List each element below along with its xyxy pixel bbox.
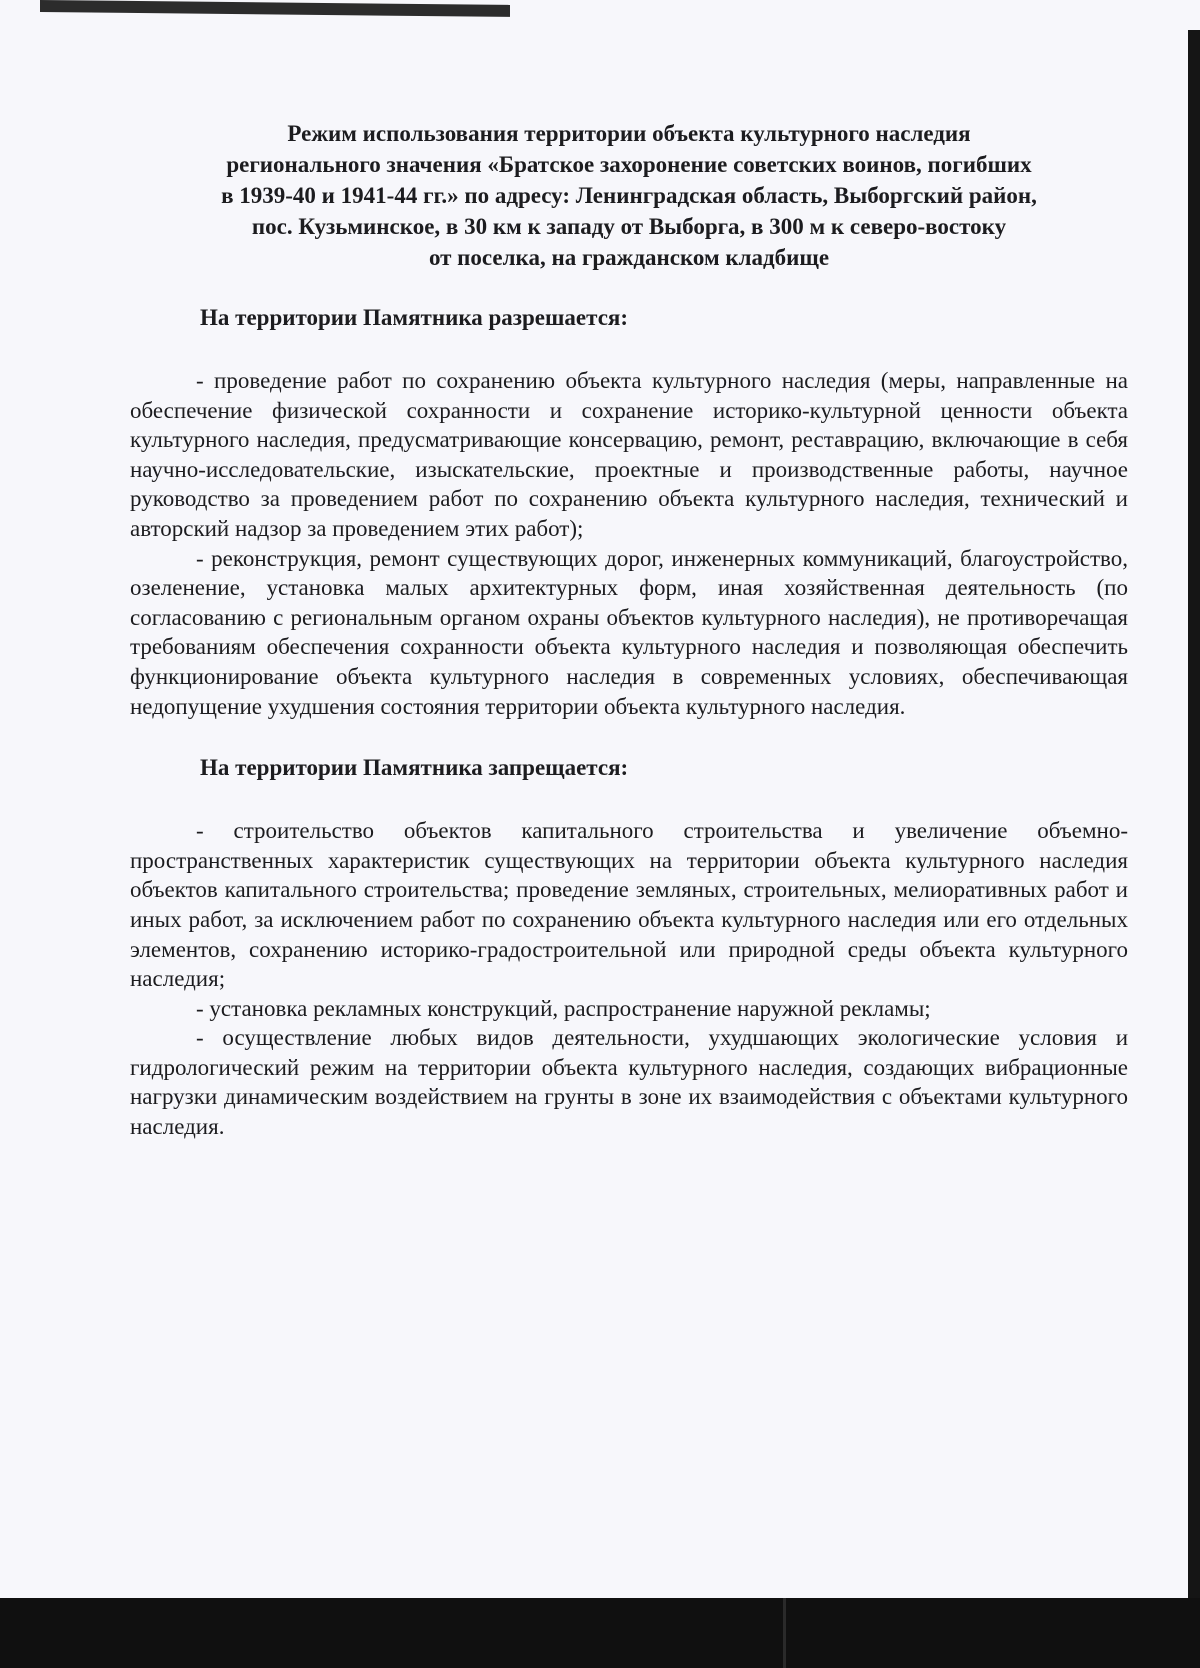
title-line: регионального значения «Братское захоронение советских воинов, погибших: [226, 152, 1032, 177]
title-line: от поселка, на гражданском кладбище: [428, 245, 830, 270]
forbidden-item: - строительство объектов капитального строительства и увеличение объемно-пространственных характеристик существующих на территории объекта культурного наследия объектов капитального строительства; проведение земляных, строительных, мелиоративных работ и иных работ, за исключением работ по сохранению объекта культурного наследия или его отдельных элементов, сохранению историко-градостроительной или природной среды объекта культурного наследия;: [130, 818, 1128, 992]
scan-edge-seam: [783, 1598, 786, 1668]
document-page: [130, 118, 1128, 1142]
scan-edge-right: [1188, 30, 1200, 1610]
document-title: [130, 118, 1128, 273]
allowed-item: - проведение работ по сохранению объекта культурного наследия (меры, направленные на обеспечение физической сохранности и сохранение историко-культурной ценности объекта культурного наследия, предусматривающие консервацию, ремонт, реставрацию, включающие в себя научно-исследовательские, изыскательские, проектные и производственные работы, научное руководство за проведением работ по сохранению объекта культурного наследия, технический и авторский надзор за проведением этих работ);: [130, 368, 1128, 541]
allowed-heading: На территории Памятника разрешается:: [200, 305, 629, 330]
forbidden-item: - осуществление любых видов деятельности, ухудшающих экологические условия и гидрологический режим на территории объекта культурного наследия, создающих вибрационные нагрузки динамическим воздействием на грунты в зоне их взаимодействия с объектами культурного наследия.: [130, 1025, 1128, 1140]
forbidden-heading: На территории Памятника запрещается:: [200, 755, 629, 781]
allowed-list: [130, 366, 1128, 721]
allowed-item: - реконструкция, ремонт существующих дорог, инженерных коммуникаций, благоустройство, озеленение, установка малых архитектурных форм, иная хозяйственная деятельность (по согласованию с региональным органом охраны объектов культурного наследия), не противоречащая требованиям обеспечения сохранности объекта культурного наследия и позволяющая обеспечить функционирование объекта культурного наследия в современных условиях, обеспечивающая недопущение ухудшения состояния территории объекта культурного наследия.: [130, 545, 1128, 719]
title-line: пос. Кузьминское, в 30 км к западу от Выборга, в 300 м к северо-востоку: [251, 214, 1007, 239]
title-line: Режим использования территории объекта культурного наследия: [287, 121, 971, 146]
forbidden-item: - установка рекламных конструкций, распространение наружной рекламы;: [196, 995, 931, 1021]
title-line: в 1939-40 и 1941-44 гг.» по адресу: Ленинградская область, Выборгский район,: [221, 183, 1037, 208]
forbidden-list: [130, 816, 1128, 1142]
scan-edge-top: [40, 0, 510, 17]
scan-edge-bottom: [0, 1598, 1200, 1668]
